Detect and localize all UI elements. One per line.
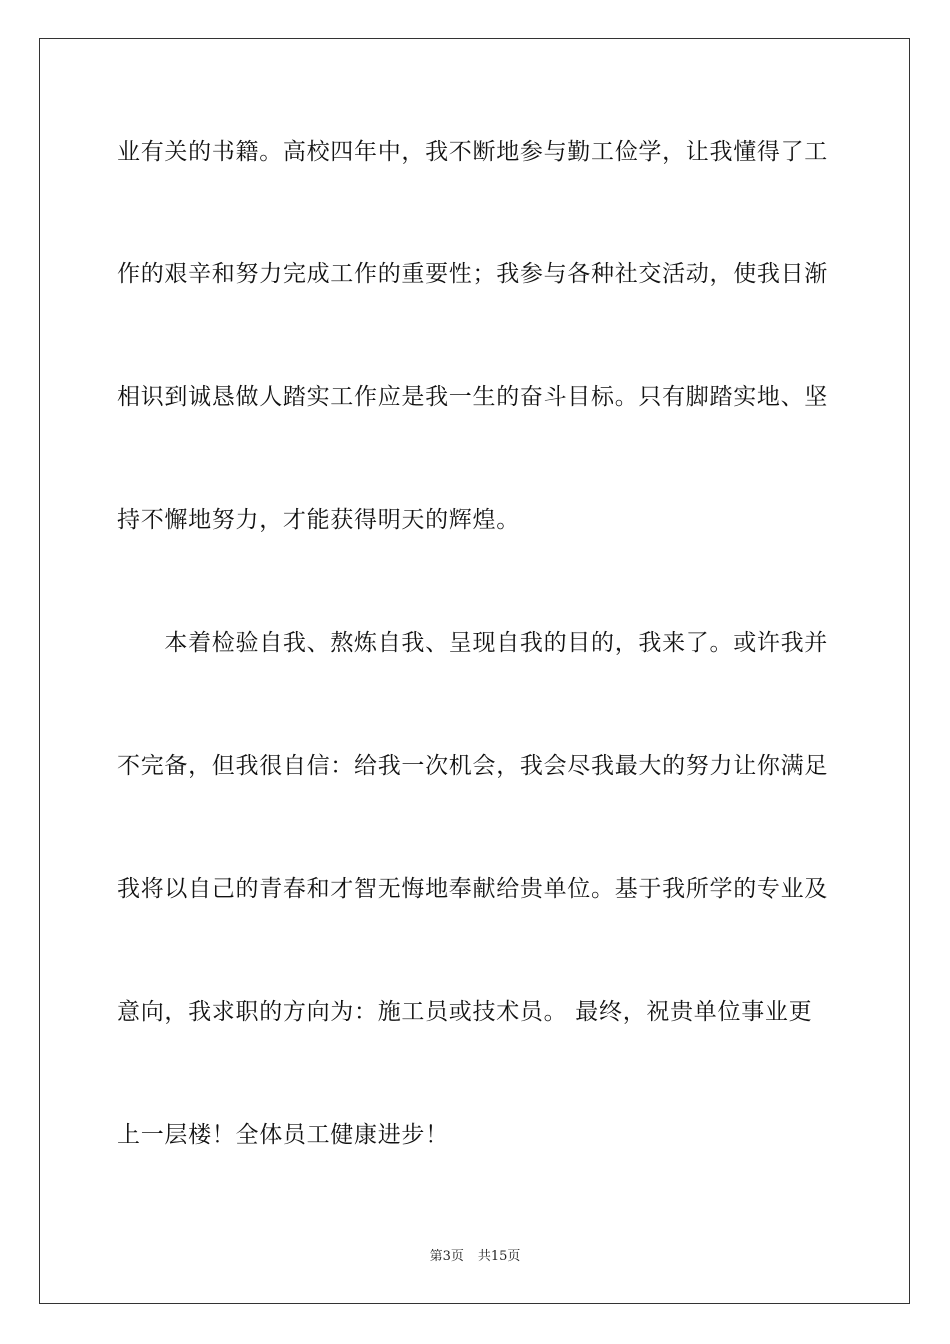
text-line: 持不懈地努力，才能获得明天的辉煌。 (117, 507, 520, 533)
text-line: 业有关的书籍。高校四年中，我不断地参与勤工俭学，让我懂得了工 (117, 139, 828, 165)
text-line: 意向，我求职的方向为：施工员或技术员。 最终，祝贵单位事业更 (117, 999, 813, 1025)
text-line: 我将以自己的青春和才智无悔地奉献给贵单位。基于我所学的专业及 (117, 876, 828, 902)
page-footer (0, 1248, 950, 1266)
text-line: 上一层楼！全体员工健康进步！ (117, 1122, 449, 1148)
text-line: 本着检验自我、熬炼自我、呈现自我的目的，我来了。或许我并 (117, 630, 828, 656)
text-line: 不完备，但我很自信：给我一次机会，我会尽我最大的努力让你满足 (117, 753, 828, 779)
page-border (39, 38, 910, 1304)
current-page-number: 第3页 (429, 1249, 464, 1264)
text-line: 相识到诚恳做人踏实工作应是我一生的奋斗目标。只有脚踏实地、坚 (117, 384, 828, 410)
text-line: 作的艰辛和努力完成工作的重要性；我参与各种社交活动，使我日渐 (117, 261, 828, 287)
total-pages: 共15页 (477, 1249, 521, 1264)
